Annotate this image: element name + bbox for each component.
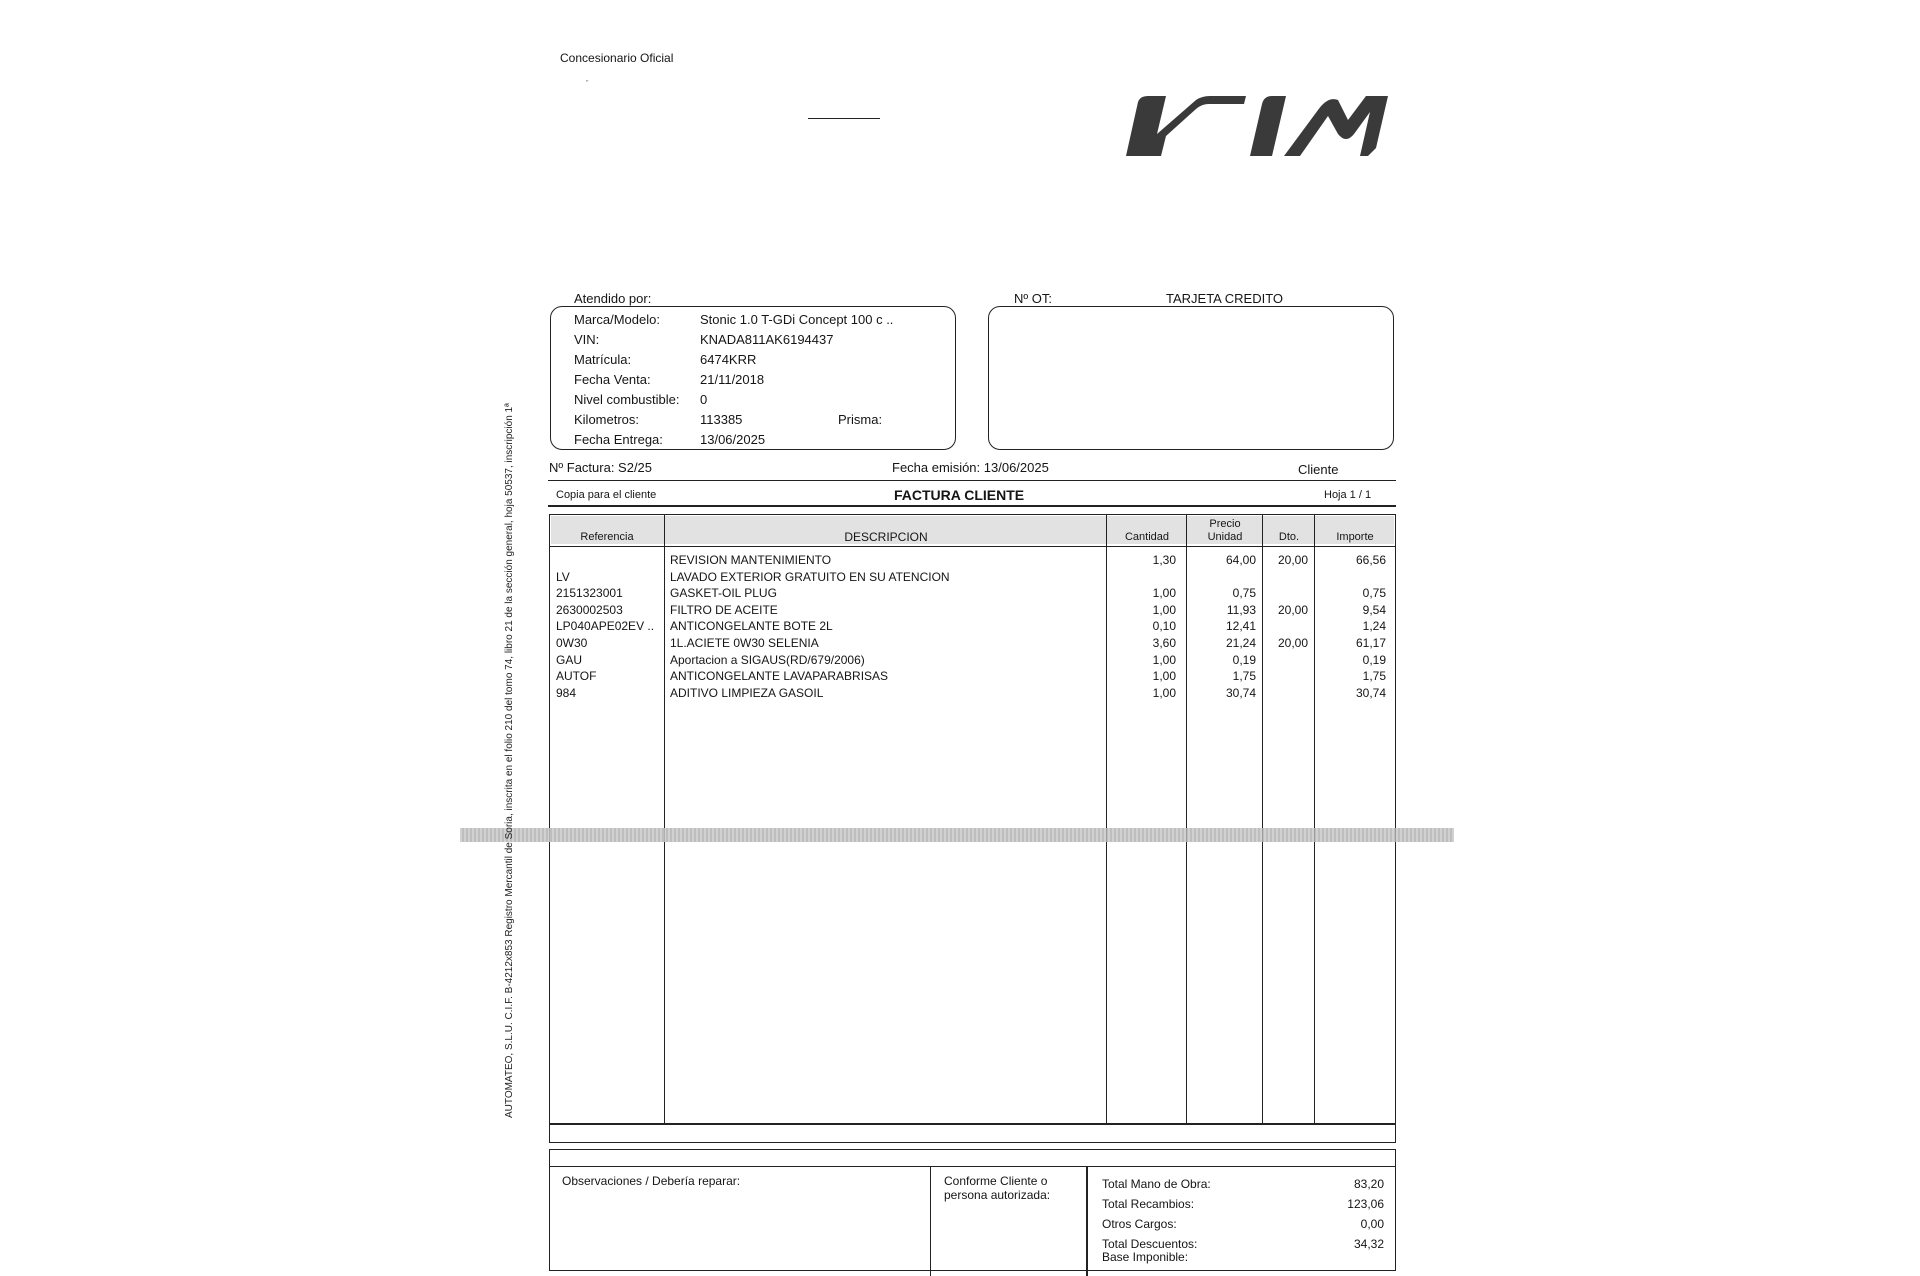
table-header-rule: [549, 546, 1395, 547]
footer-box: [549, 1149, 1396, 1271]
row-qty: 1,30: [1152, 553, 1176, 567]
field-value-km: 113385: [700, 412, 743, 427]
field-label-vin: VIN:: [574, 332, 600, 347]
row-price: 30,74: [1225, 685, 1256, 700]
col-divider-desc: [1106, 514, 1107, 1123]
field-value-fuel: 0: [700, 392, 708, 407]
row-desc: REVISION MANTENIMIENTO: [670, 553, 832, 567]
row-amount: 1,75: [1362, 669, 1386, 684]
field-label-sale-date: Fecha Venta:: [574, 372, 651, 387]
field-label-km: Kilometros:: [574, 412, 640, 427]
header-rule: [808, 118, 880, 119]
header-price-top: Precio: [1209, 518, 1241, 530]
field-label-plate: Matrícula:: [574, 352, 632, 367]
row-desc: Aportacion a SIGAUS(RD/679/2006): [670, 652, 865, 667]
row-qty: 1,00: [1152, 669, 1176, 684]
row-desc: ANTICONGELANTE BOTE 2L: [670, 619, 833, 634]
header-desc: DESCRIPCION: [844, 530, 928, 544]
row-qty: 3,60: [1152, 636, 1176, 650]
row-ref: LV: [556, 569, 570, 584]
meta-rule: [548, 480, 1396, 481]
row-desc: GASKET-OIL PLUG: [670, 586, 777, 601]
row-ref: GAU: [556, 652, 583, 667]
col-divider-ref: [664, 514, 665, 1123]
issue-date: Fecha emisión: 13/06/2025: [892, 460, 1049, 475]
row-qty: 1,00: [1152, 685, 1176, 700]
row-disc: 20,00: [1277, 553, 1308, 567]
title-rule: [548, 505, 1396, 507]
total-value-parts: 123,06: [1347, 1197, 1384, 1211]
observations-label: Observaciones / Debería reparar:: [562, 1174, 741, 1188]
field-value-plate: 6474KRR: [700, 352, 757, 367]
footer-top-rule: [549, 1166, 1395, 1167]
total-value-labour: 83,20: [1353, 1177, 1384, 1191]
row-amount: 61,17: [1355, 636, 1386, 650]
row-ref: 2151323001: [556, 586, 623, 601]
row-amount: 9,54: [1362, 602, 1386, 617]
row-amount: 0,19: [1362, 652, 1386, 667]
table-footer-strip: [549, 1123, 1396, 1143]
kia-logo-icon: [1122, 90, 1390, 160]
row-desc: ANTICONGELANTE LAVAPARABRISAS: [670, 669, 889, 684]
row-amount: 30,74: [1355, 685, 1386, 700]
row-price: 64,00: [1225, 553, 1256, 567]
invoice-title: FACTURA CLIENTE: [894, 487, 1025, 503]
conforme-line-1: Conforme Cliente o: [944, 1174, 1048, 1188]
scan-mark: ": [586, 80, 589, 87]
row-price: 1,75: [1232, 669, 1256, 684]
col-divider-price: [1262, 514, 1263, 1123]
header-ref: Referencia: [580, 531, 634, 543]
row-ref: 0W30: [556, 636, 588, 650]
row-desc: LAVADO EXTERIOR GRATUITO EN SU ATENCION: [670, 569, 950, 584]
row-qty: 1,00: [1152, 586, 1176, 601]
row-ref: 984: [556, 685, 577, 700]
scan-artifact-band: [460, 828, 1454, 842]
copy-label: Copia para el cliente: [556, 489, 657, 501]
prisma-label: Prisma:: [838, 412, 883, 427]
payment-method: TARJETA CREDITO: [1166, 291, 1284, 306]
header-disc: Dto.: [1278, 531, 1300, 543]
total-label-other: Otros Cargos:: [1102, 1217, 1177, 1231]
field-label-delivery: Fecha Entrega:: [574, 432, 663, 447]
row-disc: 20,00: [1277, 636, 1308, 650]
attended-by-label: Atendido por:: [574, 291, 652, 306]
order-info-box: [988, 306, 1394, 450]
field-value-sale-date: 21/11/2018: [700, 372, 765, 387]
client-label: Cliente: [1298, 462, 1339, 477]
header-qty: Cantidad: [1124, 531, 1170, 543]
row-amount: 1,24: [1362, 619, 1386, 634]
col-divider-qty: [1186, 514, 1187, 1123]
row-amount: 0,75: [1362, 586, 1386, 601]
row-ref: AUTOF: [556, 669, 597, 684]
row-qty: 1,00: [1152, 652, 1176, 667]
total-value-discounts: 34,32: [1353, 1237, 1384, 1251]
kia-logo: [1122, 90, 1390, 160]
header-price-bottom: Unidad: [1207, 531, 1243, 543]
invoice-number: Nº Factura: S2/25: [549, 460, 653, 475]
row-price: 11,93: [1226, 602, 1256, 617]
field-value-delivery: 13/06/2025: [700, 432, 766, 447]
row-ref: 2630002503: [556, 602, 623, 617]
row-price: 12,41: [1225, 619, 1256, 634]
total-label-parts: Total Recambios:: [1102, 1197, 1195, 1211]
conforme-line-2: persona autorizada:: [944, 1188, 1051, 1202]
row-desc: FILTRO DE ACEITE: [670, 602, 778, 617]
field-label-model: Marca/Modelo:: [574, 312, 660, 327]
row-desc: 1L.ACIETE 0W30 SELENIA: [670, 636, 819, 650]
row-price: 21,24: [1225, 636, 1256, 650]
total-label-discounts: Total Descuentos:: [1102, 1237, 1198, 1251]
total-value-other: 0,00: [1360, 1217, 1384, 1231]
page-label: Hoja 1 / 1: [1324, 489, 1372, 501]
row-disc: 20,00: [1277, 602, 1308, 617]
field-value-vin: KNADA811AK6194437: [700, 332, 834, 347]
row-ref: LP040APE02EV ..: [556, 619, 655, 634]
col-divider-disc: [1314, 514, 1315, 1123]
field-value-model: Stonic 1.0 T-GDi Concept 100 c ..: [700, 312, 894, 327]
row-desc: ADITIVO LIMPIEZA GASOIL: [670, 685, 824, 700]
field-label-fuel: Nivel combustible:: [574, 392, 680, 407]
company-register-note: AUTOMATEO, S.L.U. C.I.F. B-4212x853 Registro Mercantil de Soria, inscrita en el folio 210 del tomo 74, libro 21 de la sección general, hoja 50537, inscripción 1ª: [504, 403, 515, 1118]
total-label-labour: Total Mano de Obra:: [1102, 1177, 1211, 1191]
row-amount: 66,56: [1355, 553, 1386, 567]
ot-label: Nº OT:: [1014, 291, 1052, 306]
row-qty: 1,00: [1152, 602, 1176, 617]
dealer-label: Concesionario Oficial: [560, 51, 674, 65]
row-price: 0,75: [1232, 586, 1256, 601]
header-amount: Importe: [1336, 531, 1374, 543]
row-price: 0,19: [1232, 652, 1256, 667]
row-qty: 0,10: [1152, 619, 1176, 634]
